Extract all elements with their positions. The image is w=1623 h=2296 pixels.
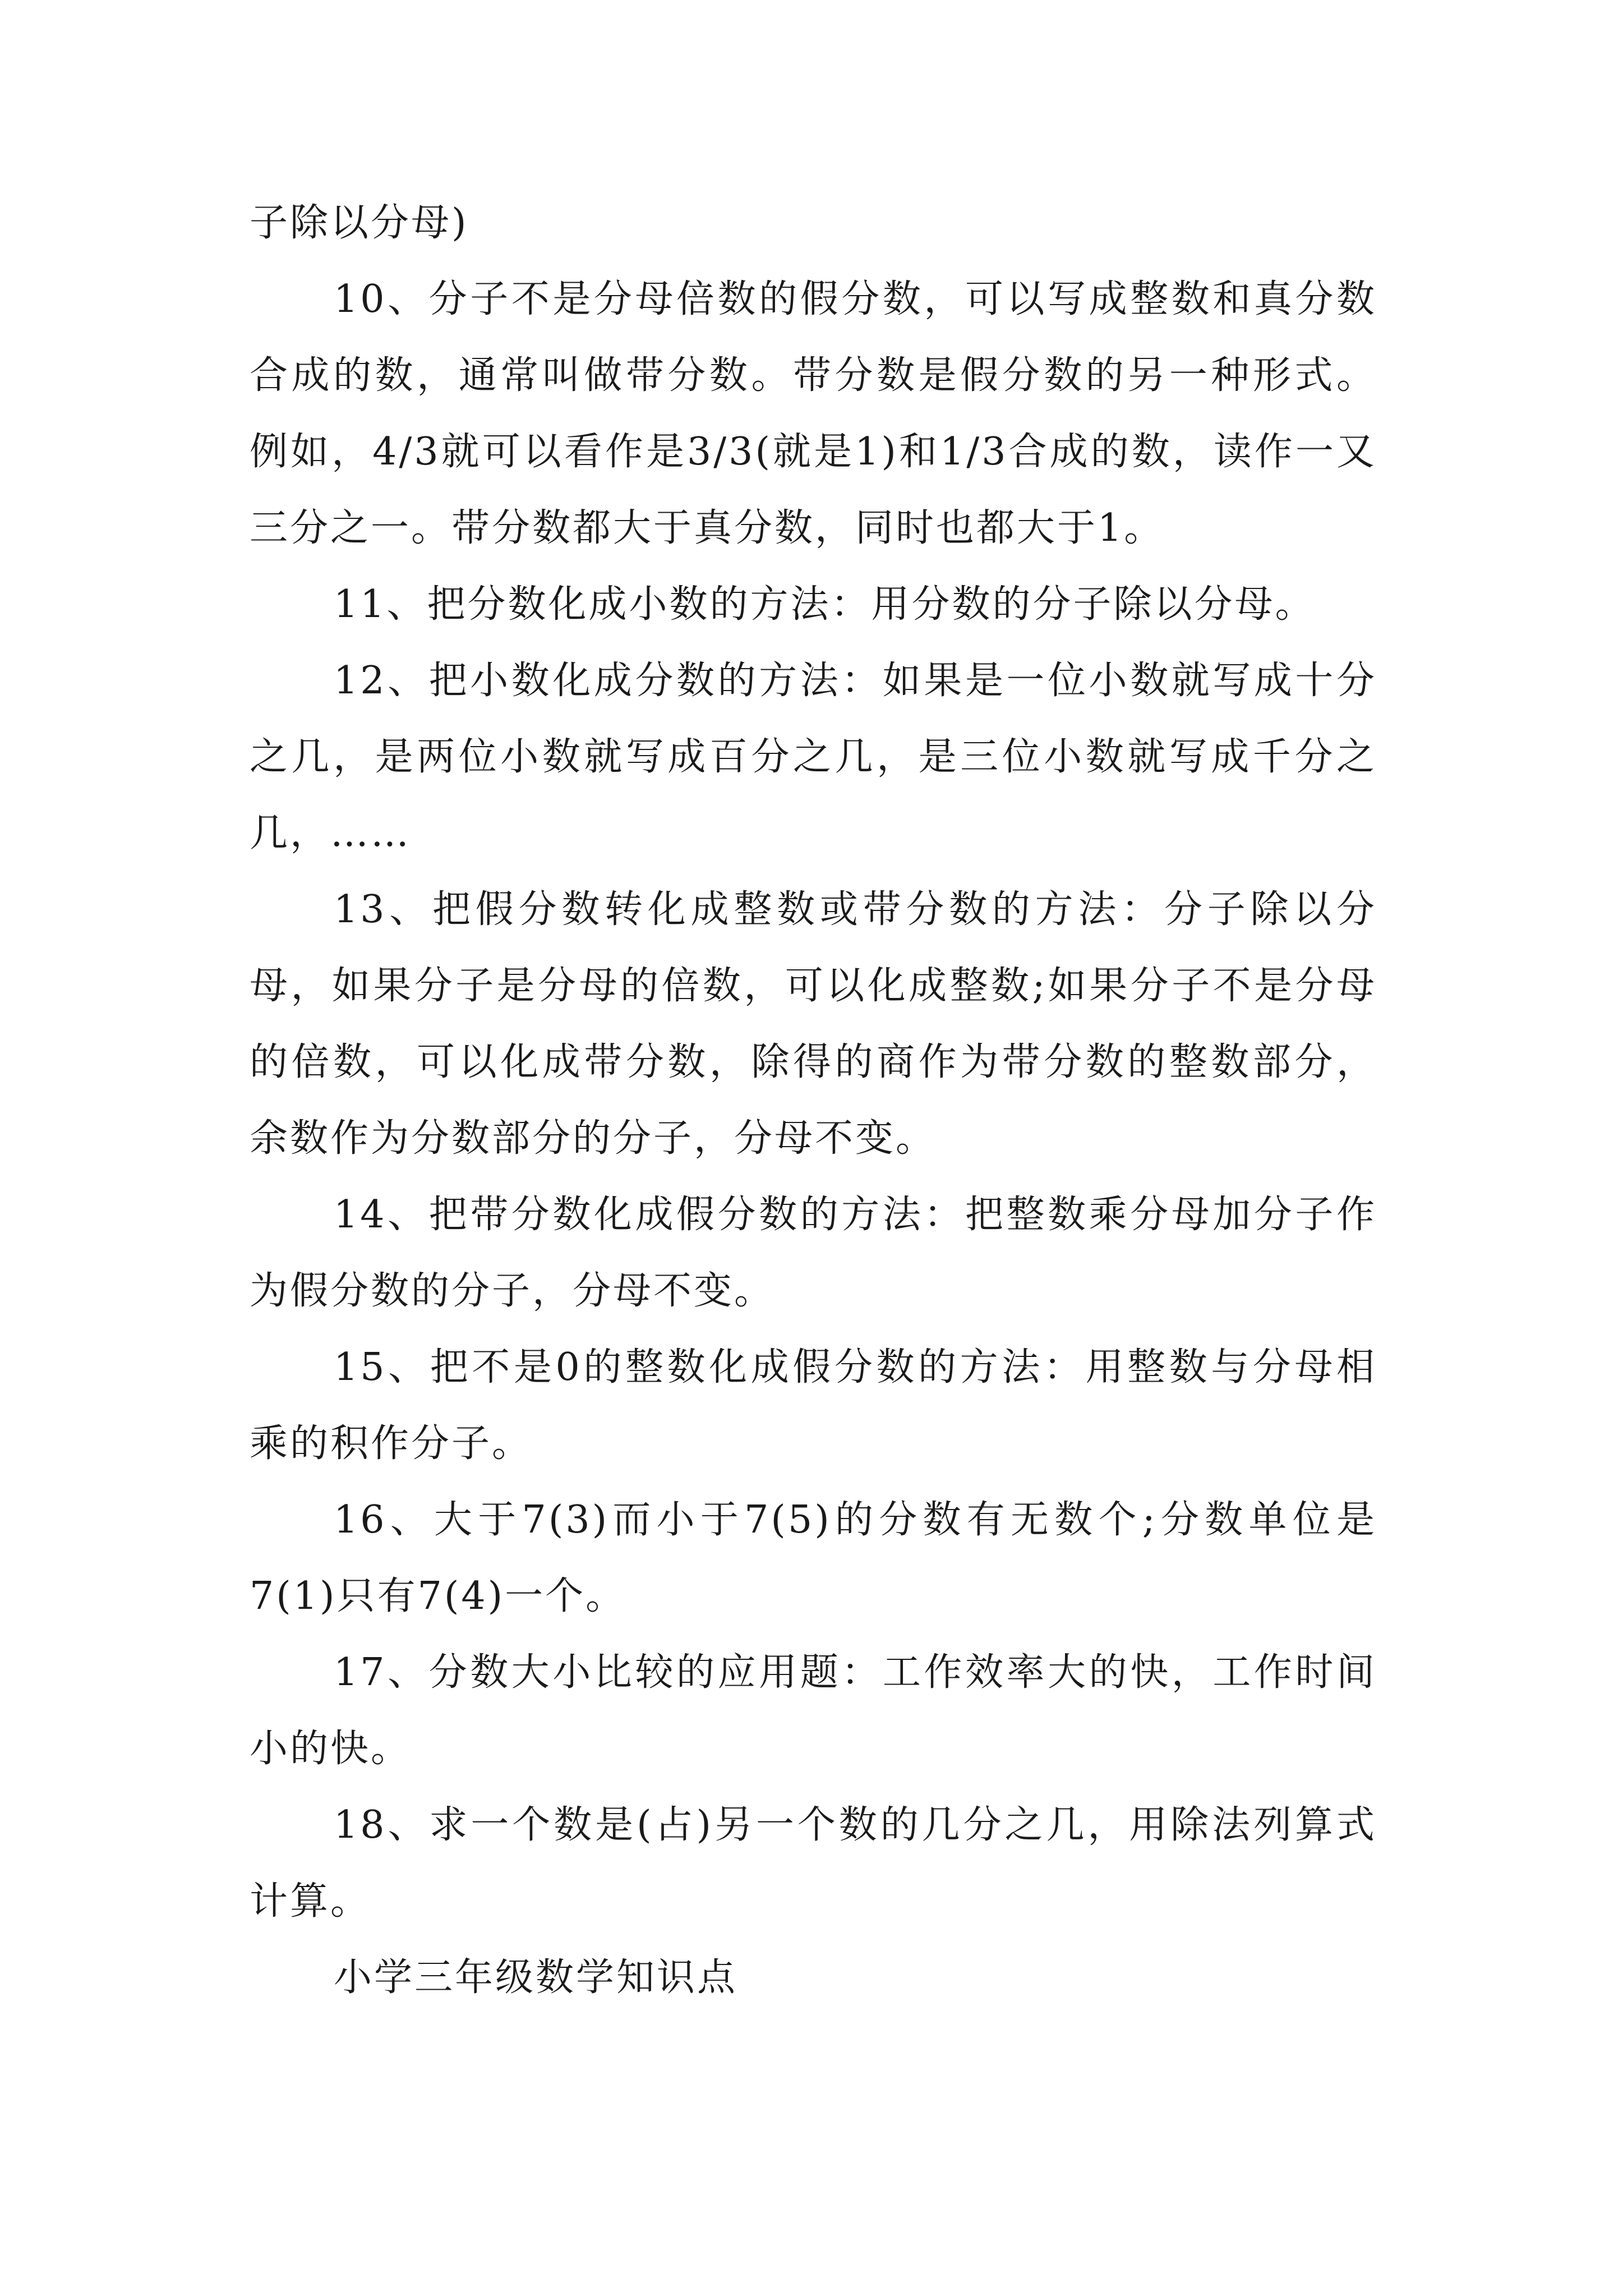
paragraph-item-14: 14、把带分数化成假分数的方法：把整数乘分母加分子作为假分数的分子，分母不变。 bbox=[250, 1193, 1377, 1313]
section-heading: 小学三年级数学知识点 bbox=[334, 1955, 738, 2000]
paragraph-item-17: 17、分数大小比较的应用题：工作效率大的快，工作时间小的快。 bbox=[250, 1650, 1377, 1771]
paragraph-item-16: 16、大于7(3)而小于7(5)的分数有无数个;分数单位是7(1)只有7(4)一个。 bbox=[250, 1498, 1377, 1618]
paragraph-item-11: 11、把分数化成小数的方法：用分数的分子除以分母。 bbox=[334, 582, 1316, 627]
paragraph-item-18: 18、求一个数是(占)另一个数的几分之几，用除法列算式计算。 bbox=[250, 1803, 1377, 1924]
document-body bbox=[250, 185, 1377, 2016]
paragraph-item-13: 13、把假分数转化成整数或带分数的方法：分子除以分母，如果分子是分母的倍数，可以化成整数;如果分子不是分母的倍数，可以化成带分数，除得的商作为带分数的整数部分，余数作为分数部分的分子，分母不变。 bbox=[250, 887, 1377, 1161]
paragraph-item-12: 12、把小数化成分数的方法：如果是一位小数就写成十分之几，是两位小数就写成百分之几，是三位小数就写成千分之几，…… bbox=[250, 659, 1377, 855]
paragraph-continuation: 子除以分母) bbox=[250, 201, 469, 245]
paragraph-item-15: 15、把不是0的整数化成假分数的方法：用整数与分母相乘的积作分子。 bbox=[250, 1345, 1377, 1466]
paragraph-item-10: 10、分子不是分母倍数的假分数，可以写成整数和真分数合成的数，通常叫做带分数。带分数是假分数的另一种形式。例如，4/3就可以看作是3/3(就是1)和1/3合成的数，读作一又三分之一。带分数都大于真分数，同时也都大于1。 bbox=[250, 277, 1377, 550]
